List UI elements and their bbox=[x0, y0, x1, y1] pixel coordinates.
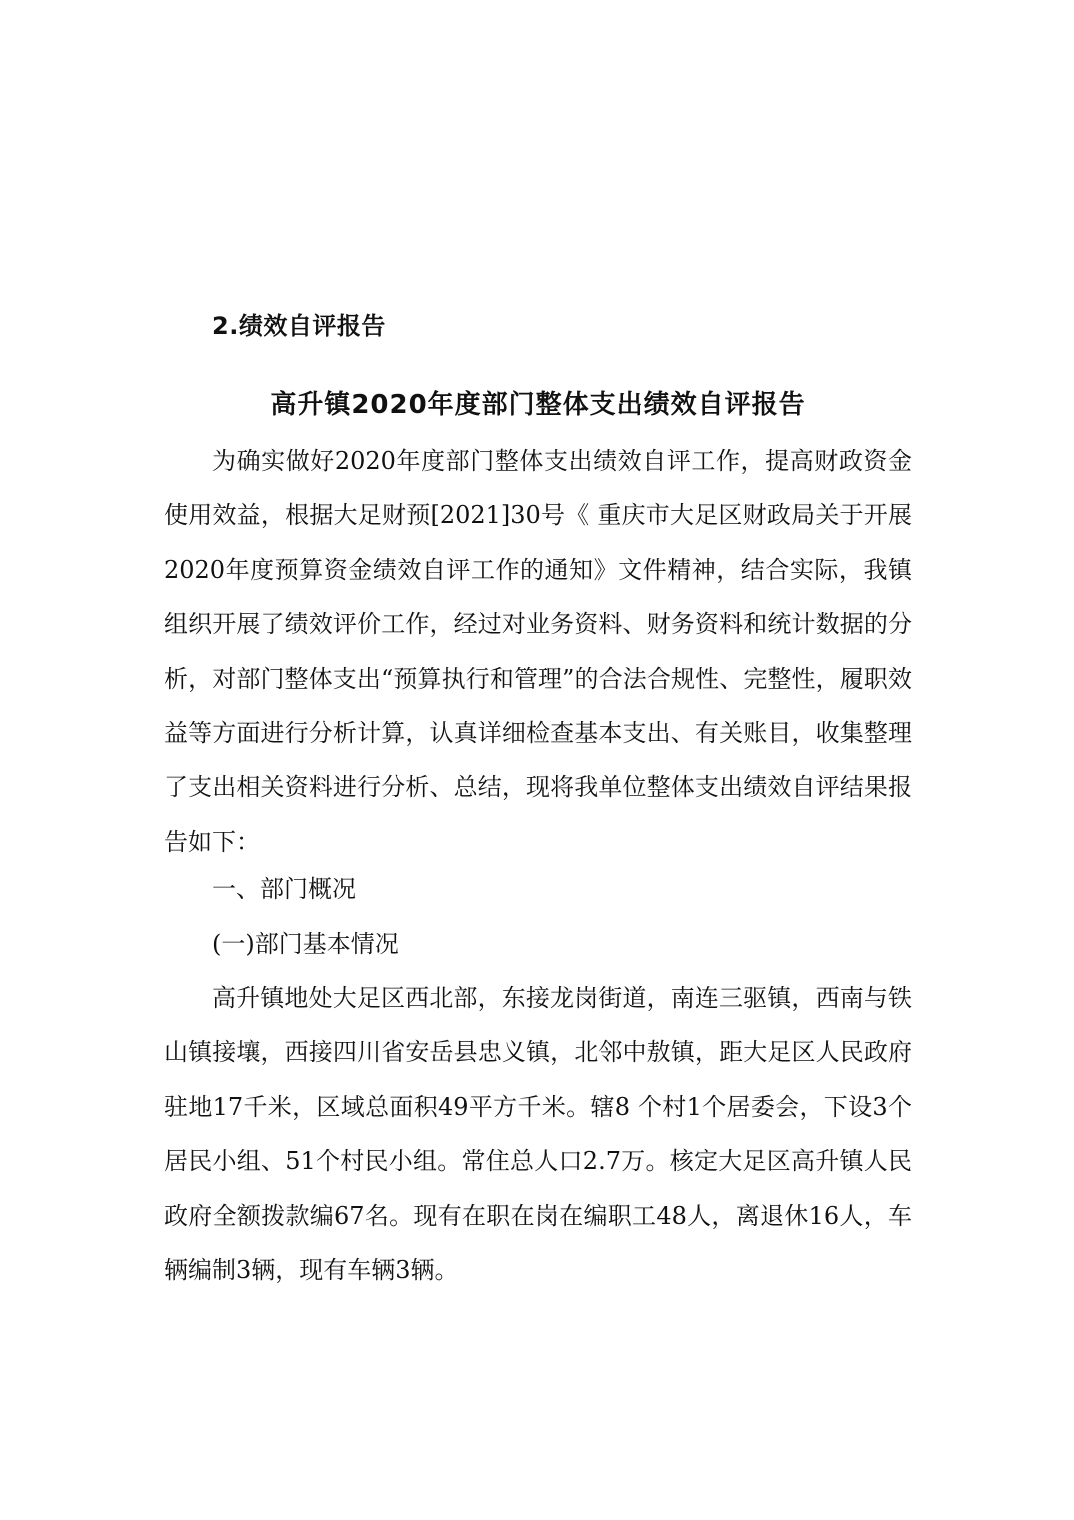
basic-information-paragraph: 高升镇地处大足区西北部，东接龙岗街道，南连三驱镇，西南与铁山镇接壤，西接四川省安岳县忠义镇，北邻中敖镇，距大足区人民政府驻地17千米，区域总面积49平方千米。辖8 个村1个居委会，下设3个居民小组、51个村民小组。常住总人口2.7万。核定大足区高升镇人民政府全额拨款编67名。现有在职在岗在编职工48人，离退休16人，车辆编制3辆，现有车辆3辆。 bbox=[164, 984, 912, 1285]
document-title: 高升镇2020年度部门整体支出绩效自评报告 bbox=[270, 390, 806, 420]
intro-paragraph: 为确实做好2020年度部门整体支出绩效自评工作，提高财政资金使用效益，根据大足财预[2021]30号《 重庆市大足区财政局关于开展2020年度预算资金绩效自评工作的通知》文件精神，结合实际，我镇组织开展了绩效评价工作，经过对业务资料、财务资料和统计数据的分析，对部门整体支出“预算执行和管理”的合法合规性、完整性，履职效益等方面进行分析计算，认真详细检查基本支出、有关账目，收集整理了支出相关资料进行分析、总结，现将我单位整体支出绩效自评结果报告如下： bbox=[164, 447, 912, 856]
section-label: 2.绩效自评报告 bbox=[212, 312, 386, 340]
heading-department-overview: 一、部门概况 bbox=[212, 875, 356, 903]
heading-basic-information: (一)部门基本情况 bbox=[212, 930, 399, 958]
